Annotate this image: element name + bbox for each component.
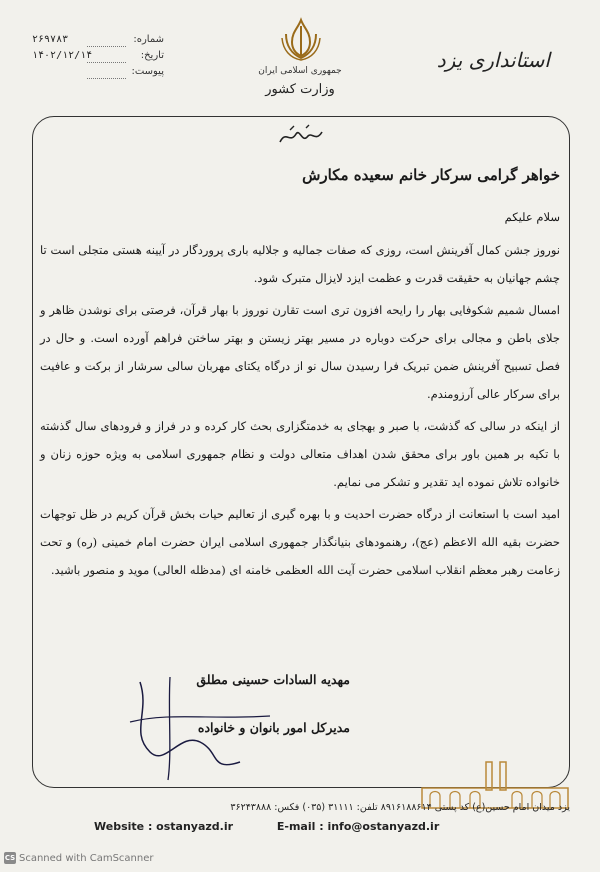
- letter-number: ۲۶۹۷۸۳: [32, 34, 69, 45]
- meta-number: [32, 34, 182, 50]
- paragraph-4: امید است با استعانت از درگاه حضرت احدیت و با بهره گیری از تعالیم حیات بخش قرآن کریم در ظل توجهات حضرت بقیه الله الاعظم (عج)، رهنمودهای بنیانگذار جمهوری اسلامی ایران حضرت امام خمینی (ره) و تحت زعامت رهبر معظم انقلاب اسلامی حضرت آیت الله العظمی خامنه ای (مدظله العالی) موید و منصور باشید.: [40, 507, 560, 577]
- scanner-text: Scanned with CamScanner: [19, 853, 154, 864]
- address-line: یزد میدان امام حسین(ع) کد پستی ۸۹۱۶۱۸۸۶۱۴ تلفن: ۳۱۱۱۱ (۰۳۵) فکس: ۳۶۲۴۳۸۸۸: [230, 802, 570, 813]
- signatory-name: مهدیه السادات حسینی مطلق: [196, 672, 350, 687]
- paragraph-3: از اینکه در سالی که گذشت، با صبر و بهجای به خدمتگزاری بحث کار کرده و در فراز و فرودهای سال گذشته با تکیه بر همین باور برای محقق شدن اهداف متعالی دولت و نظام جمهوری اسلامی به ویژه حوزه زنان و خانواده تلاش نموده اید تقدیر و تشکر می نمایم.: [40, 419, 560, 489]
- meta-date-label: تاریخ:: [140, 50, 164, 61]
- paragraph-1: نوروز جشن کمال آفرینش است، روزی که صفات جمالیه و جلالیه باری پروردگار در آیینه هستی متجلی است تا چشم جهانیان به حقیقت قدرت و عظمت ایزد لایزال متبرک شود.: [40, 243, 560, 285]
- letter-meta: [32, 34, 182, 82]
- website-link[interactable]: Website : ostanyazd.ir: [94, 820, 234, 833]
- signatory-title: مدیرکل امور بانوان و خانواده: [197, 720, 350, 735]
- letter-body: [40, 166, 560, 588]
- bismillah-calligraphy-icon: [276, 124, 326, 148]
- signature-block: [110, 672, 350, 782]
- email-link[interactable]: E-mail : info@ostanyazd.ir: [276, 820, 440, 833]
- contact-line: [94, 820, 534, 833]
- org-name: استانداری یزد: [436, 48, 550, 72]
- meta-number-label: شماره:: [133, 34, 164, 45]
- letterhead: [0, 0, 600, 110]
- greeting: سلام علیکم: [504, 210, 560, 224]
- camscanner-icon: CS: [4, 854, 16, 862]
- meta-date: [32, 50, 182, 66]
- scanner-watermark: [4, 852, 154, 864]
- meta-attachment: [32, 66, 182, 82]
- ministry-name: وزارت کشور: [265, 82, 335, 97]
- meta-attachment-label: پیوست:: [131, 66, 164, 77]
- letter-date: ۱۴۰۲/۱۲/۱۴: [32, 50, 93, 61]
- salutation: خواهر گرامی سرکار خانم سعیده مکارش: [302, 166, 560, 184]
- paragraph-2: امسال شمیم شکوفایی بهار را رایحه افزون تری است تقارن نوروز با بهار قرآن، فرصتی برای نوشدن ظاهر و جلای باطن و مجالی برای حرکت دوباره در مسیر بهتر زیستن و بهتر ساختن فراهم آورده است. و حال در فصل تسبیح آفرینش ضمن تبریک فرا رسیدن سال نو از درگاه یکتای مهربان سالی سرشار از برکت و عافیت برای سرکار عالی آرزومندم.: [40, 303, 560, 401]
- iran-emblem-icon: [278, 16, 324, 62]
- emblem-caption: جمهوری اسلامی ایران: [258, 66, 342, 76]
